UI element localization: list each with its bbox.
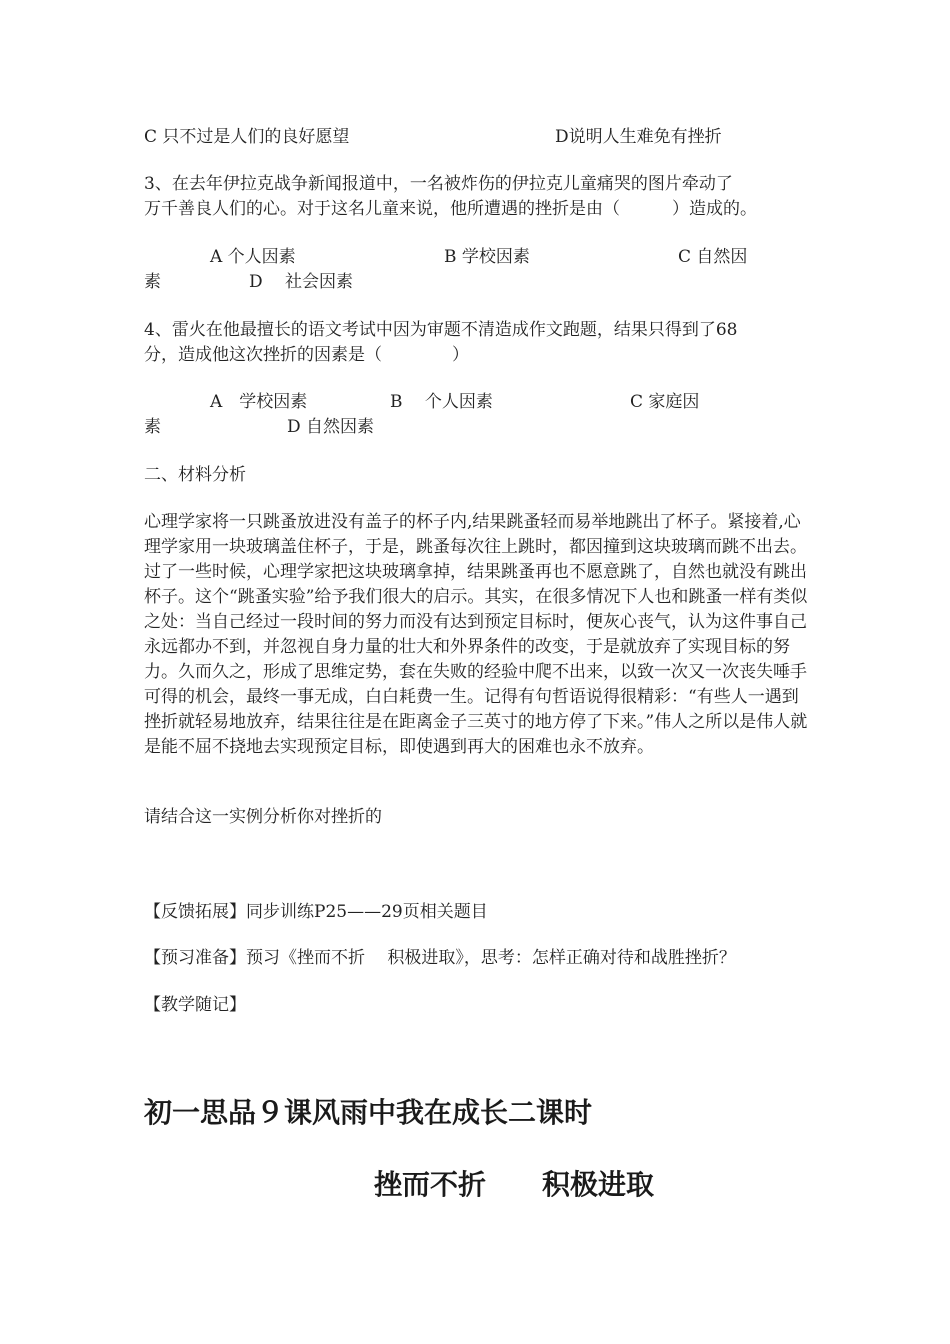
q3-option-c: C 自然因 bbox=[678, 247, 748, 267]
lesson-subtitle: 挫而不折 积极进取 bbox=[374, 1168, 655, 1201]
q3-option-a: A 个人因素 bbox=[210, 247, 296, 267]
material-paragraph: 心理学家将一只跳蚤放进没有盖子的杯子内,结果跳蚤轻而易举地跳出了杯子。紧接着,心理学家用一块玻璃盖住杯子，于是，跳蚤每次往上跳时，都因撞到这块玻璃而跳不出去。过了一些时候，心理学家把这块玻璃拿掉，结果跳蚤再也不愿意跳了，自然也就没有跳出杯子。这个“跳蚤实验”给予我们很大的启示。其实，在很多情况下人也和跳蚤一样有类似之处：当自己经过一段时间的努力而没有达到预定目标时，便灰心丧气，认为这件事自己永远都办不到，并忽视自身力量的壮大和外界条件的改变，于是就放弃了实现目标的努力。久而久之，形成了思维定势，套在失败的经验中爬不出来，以致一次又一次丧失唾手可得的机会，最终一事无成，白白耗费一生。记得有句哲语说得很精彩：“有些人一遇到挫折就轻易地放弃，结果往往是在距离金子三英寸的地方停了下来。”伟人之所以是伟人就是能不屈不挠地去实现预定目标，即使遇到再大的困难也永不放弃。 bbox=[144, 512, 808, 757]
q3-option-d: D 社会因素 bbox=[249, 272, 354, 292]
q3-option-b: B 学校因素 bbox=[444, 247, 530, 267]
lesson-title: 初一思品９课风雨中我在成长二课时 bbox=[144, 1096, 593, 1129]
q4-line2 bbox=[144, 343, 469, 368]
preview-preparation: 【预习准备】预习《挫而不折 积极进取》，思考：怎样正确对待和战胜挫折？ bbox=[144, 948, 736, 968]
q2-option-d: D说明人生难免有挫折 bbox=[555, 127, 722, 147]
q3-line2 bbox=[144, 197, 757, 222]
teaching-notes: 【教学随记】 bbox=[144, 995, 246, 1015]
q3-option-c-cont: 素 bbox=[144, 272, 161, 292]
q3-line1: 3、在去年伊拉克战争新闻报道中，一名被炸伤的伊拉克儿童痛哭的图片牵动了 bbox=[144, 174, 733, 194]
q4-option-b: B 个人因素 bbox=[390, 392, 493, 412]
section-2-title: 二、材料分析 bbox=[144, 465, 246, 485]
q2-option-c: C 只不过是人们的良好愿望 bbox=[144, 127, 350, 147]
q4-line2-after: ） bbox=[452, 345, 469, 365]
q3-line2-after: ）造成的。 bbox=[672, 199, 757, 219]
q4-option-a: A 学校因素 bbox=[210, 392, 308, 412]
q4-line2-before: 分，造成他这次挫折的因素是（ bbox=[144, 345, 382, 365]
q4-option-c-cont: 素 bbox=[144, 417, 161, 437]
feedback-extension: 【反馈拓展】同步训练P25——29页相关题目 bbox=[144, 902, 488, 922]
q4-option-d: D 自然因素 bbox=[287, 417, 375, 437]
q4-line1: 4、雷火在他最擅长的语文考试中因为审题不清造成作文跑题，结果只得到了68 bbox=[144, 320, 738, 340]
material-question: 请结合这一实例分析你对挫折的 bbox=[144, 807, 382, 827]
q4-option-c: C 家庭因 bbox=[630, 392, 700, 412]
q3-line2-before: 万千善良人们的心。对于这名儿童来说，他所遭遇的挫折是由（ bbox=[144, 199, 620, 219]
